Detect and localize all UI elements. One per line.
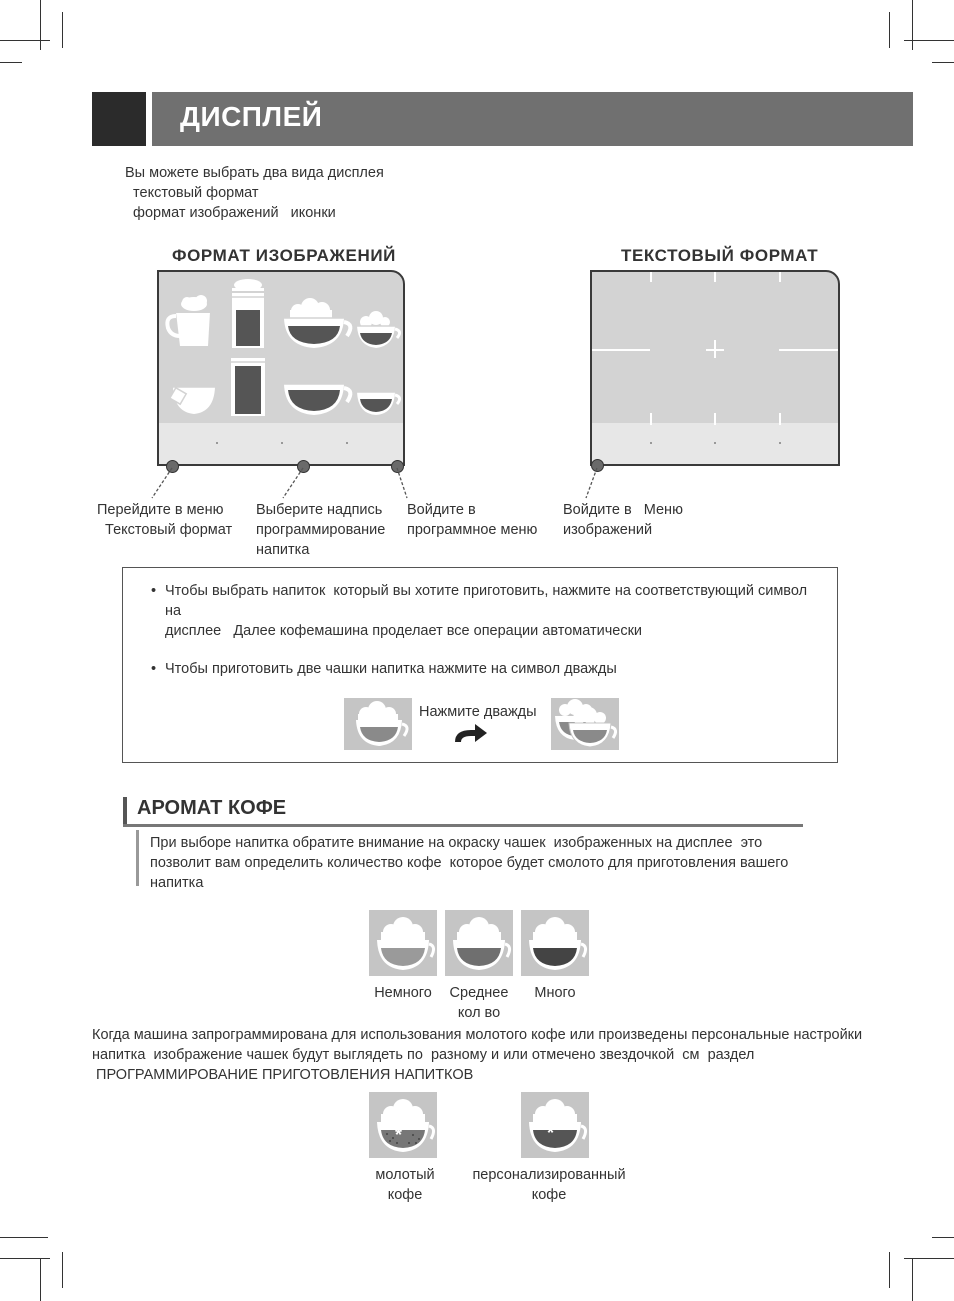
section-underline xyxy=(123,824,803,827)
section-bar xyxy=(123,797,127,827)
double-cappuccino-icon xyxy=(551,698,619,750)
label-medium: Среднее кол во xyxy=(449,985,509,1021)
crop-mark xyxy=(40,0,41,50)
coffee-cup-icon[interactable] xyxy=(284,384,350,415)
aroma-line: При выборе напитка обратите внимание на окраску чашек изображенных на дисплее это xyxy=(150,835,763,851)
programming-note xyxy=(92,1025,862,1085)
grid-tick xyxy=(650,272,652,282)
text-format-title: ТЕКСТОВЫЙ ФОРМАТ xyxy=(621,246,819,265)
image-format-screen xyxy=(157,270,405,466)
grid-tick xyxy=(714,272,716,282)
crop-mark xyxy=(889,1252,890,1288)
section-side-line xyxy=(136,830,139,886)
milk-jug-icon[interactable] xyxy=(167,295,210,346)
crop-mark xyxy=(0,62,22,63)
star-mark: * xyxy=(547,1123,555,1143)
crop-mark xyxy=(912,1258,913,1301)
separator-dot xyxy=(650,442,652,444)
grid-line xyxy=(779,349,839,351)
intro-text xyxy=(125,163,384,223)
crop-mark xyxy=(0,1258,50,1259)
grid-tick xyxy=(650,413,652,425)
grid-tick xyxy=(779,272,781,282)
crop-mark xyxy=(932,1237,954,1238)
double-cup-tile[interactable] xyxy=(551,698,619,750)
strength-medium-tile xyxy=(445,910,513,976)
crop-mark xyxy=(62,12,63,48)
separator-dot xyxy=(281,442,283,444)
personalized-coffee-cup-icon xyxy=(521,1092,589,1158)
coffee-glass-icon[interactable] xyxy=(231,358,265,416)
crop-mark xyxy=(912,0,913,50)
aroma-line: позволит вам определить количество кофе которое будет смолото для приготовления вашего xyxy=(150,855,789,871)
grid-line xyxy=(592,349,650,351)
bullet-select-drink: • Чтобы выбрать напиток который вы хотите приготовить, нажмите на соответствующий символ на дисплее Далее кофемашина проделает все операции автоматически xyxy=(151,581,821,641)
bullet-two-cups: • Чтобы приготовить две чашки напитка нажмите на символ дважды xyxy=(151,659,821,679)
grid-tick xyxy=(779,413,781,425)
personalized-coffee-tile xyxy=(521,1092,589,1158)
crop-mark xyxy=(0,1237,48,1238)
caption-enter-program-menu: Войдите в программное меню xyxy=(407,502,538,538)
caption-select-programming: Выберите надпись программирование напитка xyxy=(256,502,386,558)
cappuccino-cup-icon xyxy=(344,698,412,750)
leader-lines xyxy=(580,466,610,502)
strong-coffee-cup-icon xyxy=(521,910,589,976)
hot-water-icon[interactable] xyxy=(170,387,215,414)
crop-mark xyxy=(62,1252,63,1288)
espresso-macchiato-icon[interactable] xyxy=(357,311,400,348)
aroma-line: напитка xyxy=(150,875,204,891)
crop-mark xyxy=(932,62,954,63)
curved-arrow-icon xyxy=(453,720,489,744)
note-line: Когда машина запрограммирована для использования молотого кофе или произведены персональные настройки xyxy=(92,1027,863,1043)
ground-coffee-cup-icon xyxy=(369,1092,437,1158)
latte-glass-icon[interactable] xyxy=(232,279,264,348)
cappuccino-icon[interactable] xyxy=(284,298,350,348)
image-format-title: ФОРМАТ ИЗОБРАЖЕНИЙ xyxy=(172,246,396,265)
label-little: Немного xyxy=(374,985,432,1001)
crop-mark xyxy=(0,40,50,41)
label-personalized-coffee: персонализированный кофе xyxy=(472,1167,626,1203)
separator-dot xyxy=(714,442,716,444)
light-coffee-cup-icon xyxy=(369,910,437,976)
caption-go-text-menu: Перейдите в меню Текстовый формат xyxy=(97,502,233,538)
caption-enter-image-menu: Войдите в Меню изображений xyxy=(563,502,683,538)
espresso-icon[interactable] xyxy=(357,392,400,415)
text-format-screen xyxy=(590,270,840,466)
intro-line: формат изображений иконки xyxy=(125,205,336,221)
leader-lines xyxy=(140,466,430,502)
strength-much-tile xyxy=(521,910,589,976)
drink-icons xyxy=(159,272,403,422)
crop-mark xyxy=(40,1258,41,1301)
separator-dot xyxy=(216,442,218,444)
page-title: ДИСПЛЕЙ xyxy=(180,101,323,132)
separator-dot xyxy=(779,442,781,444)
aroma-paragraph xyxy=(150,833,788,893)
info-box xyxy=(122,567,838,763)
single-cup-tile[interactable] xyxy=(344,698,412,750)
strength-little-tile xyxy=(369,910,437,976)
label-much: Много xyxy=(534,985,576,1001)
press-twice-label: Нажмите дважды xyxy=(419,704,537,720)
crop-mark xyxy=(889,12,890,48)
separator-dot xyxy=(346,442,348,444)
intro-line: текстовый формат xyxy=(125,185,259,201)
crosshair xyxy=(714,340,716,358)
label-ground-coffee: молотый кофе xyxy=(375,1167,435,1203)
section-title: АРОМАТ КОФЕ xyxy=(137,797,287,819)
note-line: напитка изображение чашек будут выглядеть по разному и или отмечено звездочкой см раздел xyxy=(92,1047,755,1063)
star-mark: * xyxy=(395,1125,403,1145)
header-block xyxy=(92,92,146,146)
ground-coffee-tile xyxy=(369,1092,437,1158)
medium-coffee-cup-icon xyxy=(445,910,513,976)
note-line: ПРОГРАММИРОВАНИЕ ПРИГОТОВЛЕНИЯ НАПИТКОВ xyxy=(92,1067,474,1083)
grid-tick xyxy=(714,413,716,425)
intro-line: Вы можете выбрать два вида дисплея xyxy=(125,165,384,181)
